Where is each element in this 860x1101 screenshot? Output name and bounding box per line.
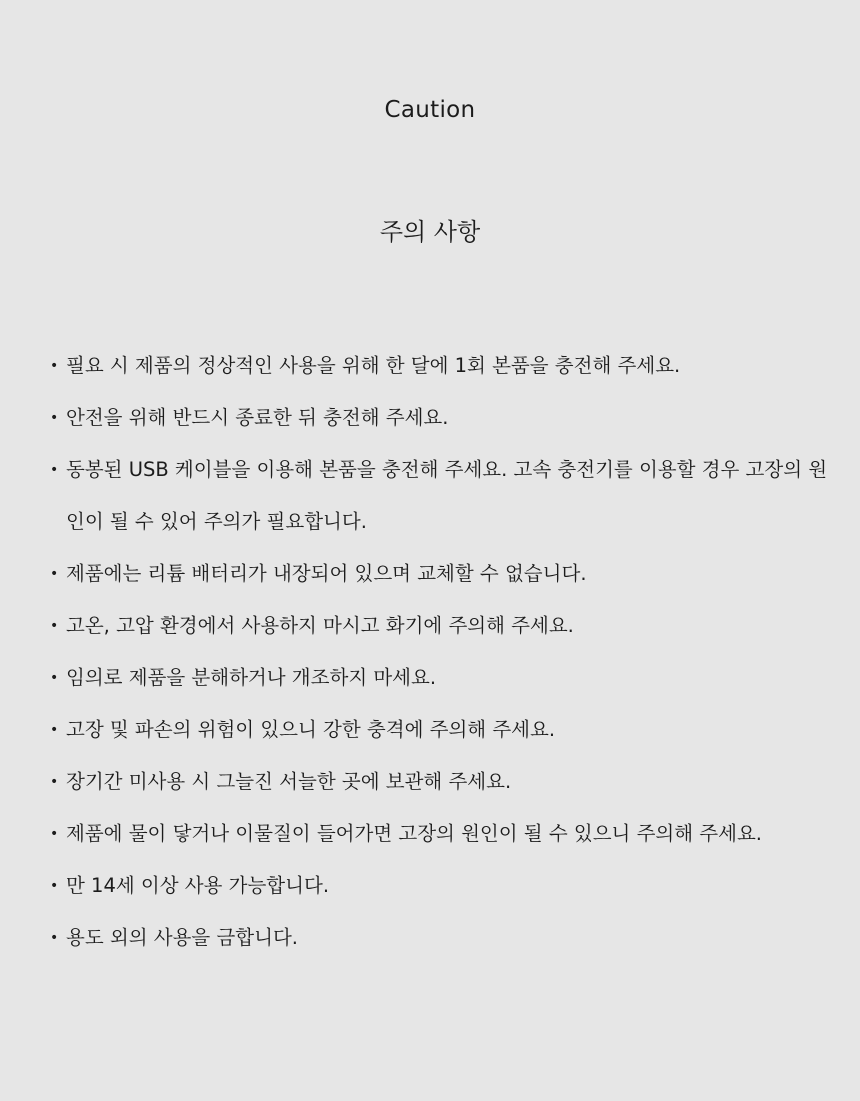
caution-text: 고장 및 파손의 위험이 있으니 강한 충격에 주의해 주세요. [66,718,556,741]
title-korean: 주의 사항 [379,217,481,246]
caution-text: 제품에는 리튬 배터리가 내장되어 있으며 교체할 수 없습니다. [66,562,587,585]
caution-item [48,704,838,756]
bullet-icon: • [50,566,59,582]
bullet-icon: • [50,930,59,946]
caution-item [48,548,838,600]
caution-item [48,860,838,912]
caution-text: 용도 외의 사용을 금합니다. [66,926,299,949]
caution-text: 임의로 제품을 분해하거나 개조하지 마세요. [66,666,437,689]
caution-item [48,912,838,964]
bullet-icon: • [50,722,59,738]
bullet-icon: • [50,358,59,374]
bullet-icon: • [50,410,59,426]
caution-text: 필요 시 제품의 정상적인 사용을 위해 한 달에 1회 본품을 충전해 주세요. [66,354,681,377]
caution-text: 동봉된 USB 케이블을 이용해 본품을 충전해 주세요. 고속 충전기를 이용할 경우 고장의 원인이 될 수 있어 주의가 필요합니다. [66,458,828,533]
bullet-icon: • [50,670,59,686]
bullet-icon: • [50,462,59,478]
title-english: Caution [384,97,476,124]
bullet-icon: • [50,618,59,634]
caution-text: 고온, 고압 환경에서 사용하지 마시고 화기에 주의해 주세요. [66,614,574,637]
caution-item [48,392,838,444]
caution-text: 제품에 물이 닿거나 이물질이 들어가면 고장의 원인이 될 수 있으니 주의해 주세요. [66,822,763,845]
caution-item [48,444,838,548]
bullet-icon: • [50,826,59,842]
caution-item [48,756,838,808]
caution-item [48,340,838,392]
caution-item [48,600,838,652]
caution-item [48,808,838,860]
caution-list [48,340,838,964]
bullet-icon: • [50,878,59,894]
caution-item [48,652,838,704]
caution-text: 장기간 미사용 시 그늘진 서늘한 곳에 보관해 주세요. [66,770,512,793]
caution-text: 만 14세 이상 사용 가능합니다. [66,874,330,897]
bullet-icon: • [50,774,59,790]
caution-text: 안전을 위해 반드시 종료한 뒤 충전해 주세요. [66,406,449,429]
